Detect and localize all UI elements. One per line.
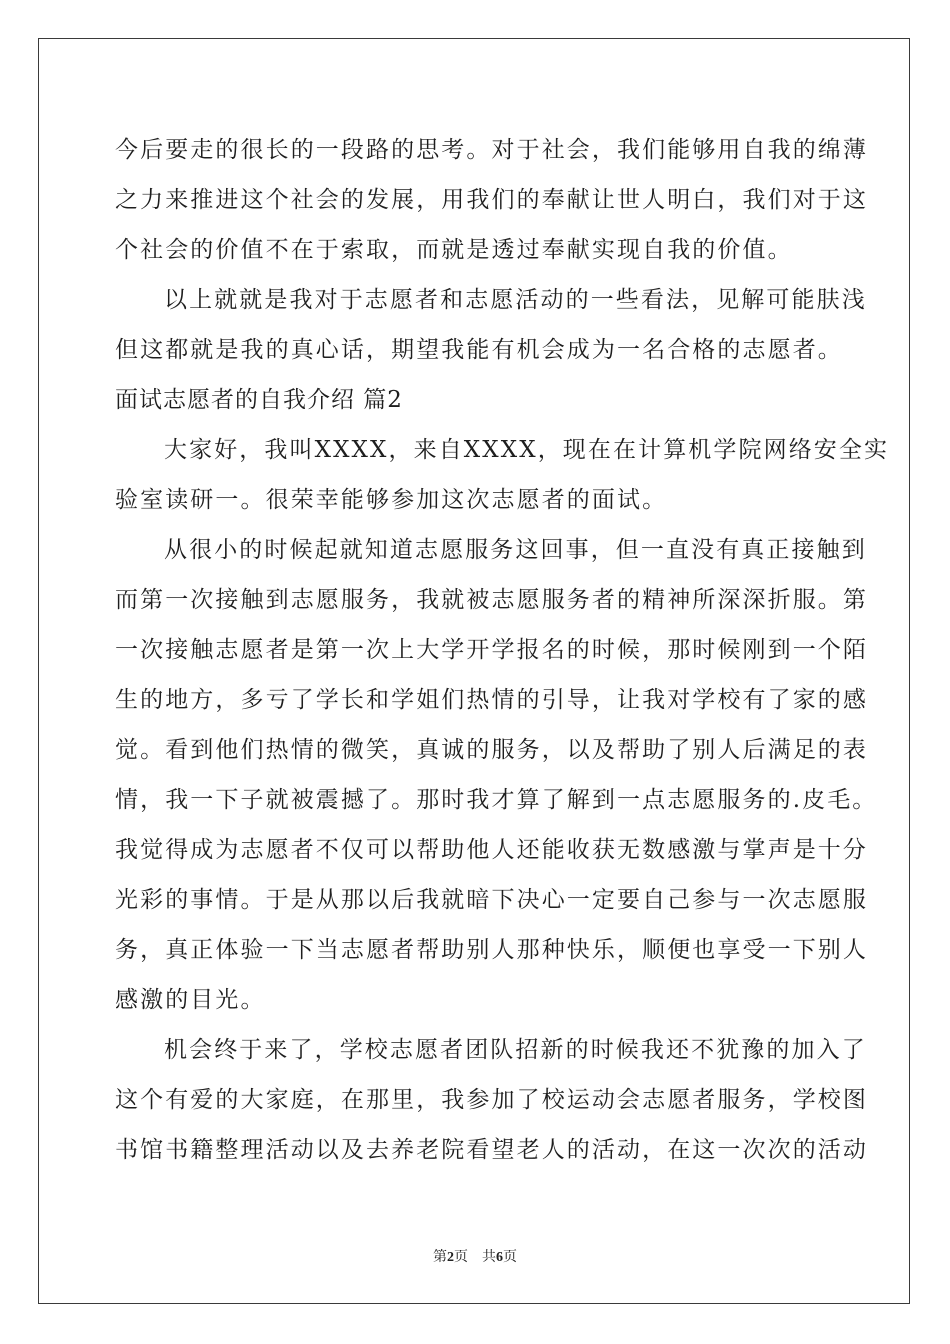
footer-total-prefix: 共: [482, 1250, 496, 1265]
section-heading: 面试志愿者的自我介绍 篇2: [115, 387, 403, 413]
paragraph-4-line-6: 情，我一下子就被震撼了。那时我才算了解到一点志愿服务的.皮毛。: [115, 787, 878, 813]
paragraph-5-line-1: 机会终于来了，学校志愿者团队招新的时候我还不犹豫的加入了: [164, 1037, 867, 1063]
paragraph-1-line-2: 之力来推进这个社会的发展，用我们的奉献让世人明白，我们对于这: [115, 187, 868, 213]
paragraph-4-line-1: 从很小的时候起就知道志愿服务这回事，但一直没有真正接触到: [164, 537, 867, 563]
paragraph-4-line-5: 觉。看到他们热情的微笑，真诚的服务，以及帮助了别人后满足的表: [115, 737, 868, 763]
paragraph-4-line-10: 感激的目光。: [115, 987, 266, 1013]
paragraph-4-line-4: 生的地方，多亏了学长和学姐们热情的引导，让我对学校有了家的感: [115, 687, 868, 713]
paragraph-1-line-3: 个社会的价值不在于索取，而就是透过奉献实现自我的价值。: [115, 237, 793, 263]
paragraph-3-line-1: 大家好，我叫XXXX，来自XXXX，现在在计算机学院网络安全实: [164, 437, 890, 463]
paragraph-4-line-8: 光彩的事情。于是从那以后我就暗下决心一定要自己参与一次志愿服: [115, 887, 868, 913]
footer-page-suffix: 页: [454, 1250, 468, 1265]
paragraph-4-line-7: 我觉得成为志愿者不仅可以帮助他人还能收获无数感激与掌声是十分: [115, 837, 868, 863]
footer-total-pages: 6: [496, 1250, 503, 1265]
paragraph-4-line-2: 而第一次接触到志愿服务，我就被志愿服务者的精神所深深折服。第: [115, 587, 868, 613]
paragraph-4-line-9: 务，真正体验一下当志愿者帮助别人那种快乐，顺便也享受一下别人: [115, 937, 868, 963]
paragraph-3-line-2: 验室读研一。很荣幸能够参加这次志愿者的面试。: [115, 487, 668, 513]
footer-page-number: 2: [447, 1250, 454, 1265]
paragraph-5-line-3: 书馆书籍整理活动以及去养老院看望老人的活动，在这一次次的活动: [115, 1137, 868, 1163]
paragraph-2-line-2: 但这都就是我的真心话，期望我能有机会成为一名合格的志愿者。: [115, 337, 843, 363]
paragraph-2-line-1: 以上就就是我对于志愿者和志愿活动的一些看法，见解可能肤浅: [164, 287, 867, 313]
paragraph-4-line-3: 一次接触志愿者是第一次上大学开学报名的时候，那时候刚到一个陌: [115, 637, 868, 663]
paragraph-5-line-2: 这个有爱的大家庭，在那里，我参加了校运动会志愿者服务，学校图: [115, 1087, 868, 1113]
footer-page-prefix: 第: [433, 1250, 447, 1265]
paragraph-1-line-1: 今后要走的很长的一段路的思考。对于社会，我们能够用自我的绵薄: [115, 137, 868, 163]
footer-total-suffix: 页: [503, 1250, 517, 1265]
page-footer: [0, 1246, 950, 1266]
